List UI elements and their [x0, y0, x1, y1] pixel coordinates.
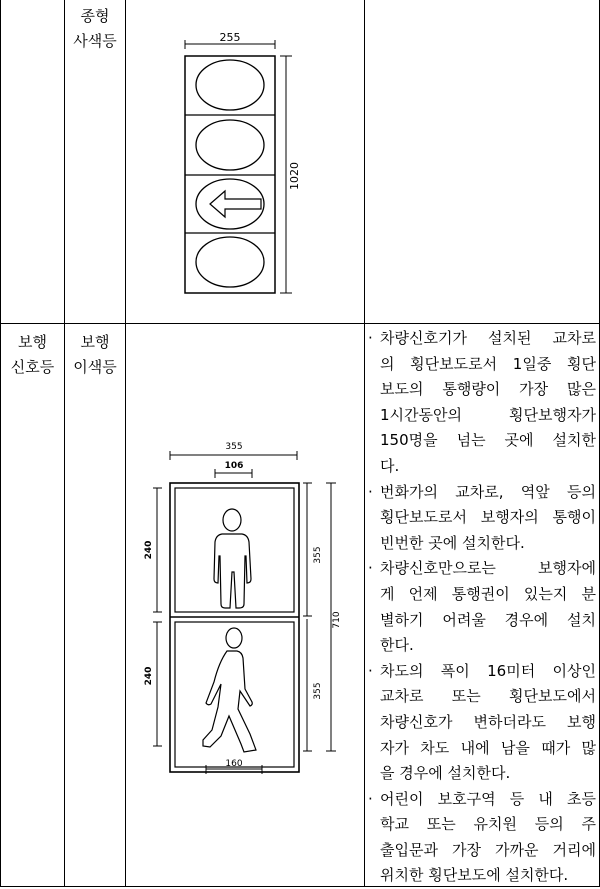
total-width-dimension [170, 451, 297, 460]
criteria-line: 횡단보도로서 보행자의 통행이 [380, 508, 596, 527]
bullet: · [368, 329, 373, 347]
criteria-line: 출입문과 가장 가까운 거리에 [380, 840, 596, 859]
vertical-four-lamp-signal-diagram [126, 0, 364, 322]
criteria-line: 다. [380, 456, 400, 475]
standing-pedestrian-icon [214, 509, 251, 608]
total-width-label: 355 [225, 442, 243, 452]
criteria-line: 보도의 통행량이 가장 많은 [380, 380, 596, 399]
type-label-line: 사색등 [73, 32, 117, 50]
lamp-arrow-circle [196, 179, 264, 229]
criteria-item [368, 787, 596, 889]
left-dimension-lines [153, 488, 162, 746]
left-bottom-height-label: 240 [144, 666, 154, 686]
total-height-label: 710 [332, 611, 342, 629]
criteria-line: 위치한 횡단보도에 설치한다. [380, 866, 569, 885]
criteria-line: 게 언제 통행권이 있는지 분 [380, 584, 596, 603]
criteria-line: 150명을 넘는 곳에 설치한 [380, 431, 596, 450]
bullet: · [368, 559, 373, 578]
criteria-item [368, 326, 596, 480]
type-label [65, 4, 125, 54]
criteria-item [368, 659, 596, 787]
lamp-circle [196, 60, 264, 110]
category-label-line: 보행 [18, 333, 47, 351]
bottom-width-label: 160 [225, 759, 243, 769]
criteria-line: 학교 또는 유치원 등의 주 [380, 815, 596, 834]
criteria-line: 번화가의 교차로, 역앞 등의 [380, 482, 596, 501]
type-label-line: 보행 [80, 333, 110, 351]
lamp-circle [196, 237, 264, 287]
criteria-line: 어린이 보호구역 등 내 초등 [380, 789, 596, 808]
pedestrian-signal-diagram [126, 324, 364, 886]
criteria-line: 빈번한 곳에 설치한다. [380, 533, 525, 552]
category-label [1, 330, 64, 380]
criteria-line: 차도의 폭이 16미터 이상인 [380, 661, 596, 680]
criteria-item [368, 480, 596, 557]
lamp-frame [175, 622, 294, 767]
type-label [65, 330, 125, 380]
table-line [64, 0, 65, 887]
inner-width-label: 106 [224, 461, 244, 471]
criteria-line: 별하기 어려울 경우에 설치 [380, 610, 596, 629]
height-label: 1020 [288, 162, 301, 190]
lamp-circle [196, 120, 264, 170]
table-line [364, 0, 365, 887]
category-label-line: 신호등 [10, 358, 55, 376]
criteria-line: 을 경우에 설치한다. [380, 764, 511, 783]
criteria-line: 차량신호가 변하더라도 보행 [380, 712, 596, 731]
criteria-item [368, 556, 596, 658]
criteria-line: 한다. [380, 636, 414, 655]
criteria-line: 차량신호만으로는 보행자에 [380, 559, 596, 578]
walking-pedestrian-icon [203, 628, 256, 752]
width-label: 255 [219, 31, 241, 44]
type-label-line: 이색등 [73, 358, 117, 376]
bullet: · [368, 789, 373, 808]
left-top-height-label: 240 [144, 540, 154, 560]
lamp-frame [175, 488, 294, 612]
right-bottom-height-label: 355 [313, 682, 323, 700]
criteria-line: 차량신호기가 설치된 교차로 [380, 329, 596, 347]
bullet: · [368, 661, 373, 680]
left-arrow-icon [210, 191, 261, 217]
right-top-height-label: 355 [313, 546, 323, 564]
criteria-line: 의 횡단보도로서 1일중 횡단 [380, 354, 596, 373]
installation-criteria [368, 326, 596, 889]
criteria-line: 1시간동안의 횡단보행자가 [380, 405, 596, 424]
criteria-line: 자가 차도 내에 남을 때가 많 [380, 738, 596, 757]
table-line [0, 0, 1, 887]
criteria-line: 교차로 또는 횡단보도에서 [380, 687, 596, 706]
bullet: · [368, 482, 373, 501]
type-label-line: 종형 [80, 7, 110, 25]
